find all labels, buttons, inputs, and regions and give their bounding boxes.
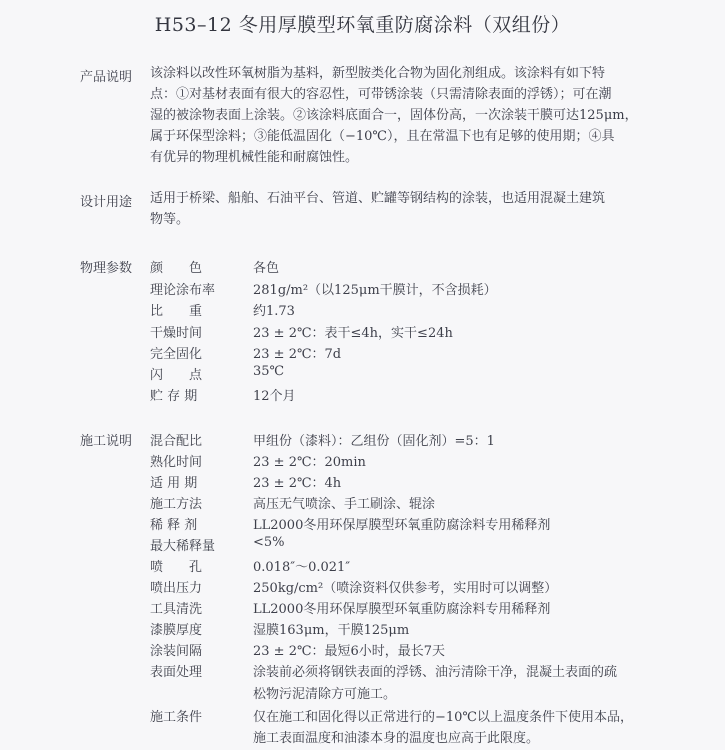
param-key: 最大稀释量	[150, 539, 216, 554]
param-key: 干燥时间	[150, 326, 203, 341]
param-value: 12个月	[253, 389, 296, 404]
document-title: H53–12 冬用厚膜型环氧重防腐涂料（双组份）	[154, 14, 571, 36]
param-value: 23 ± 2℃：4h	[253, 476, 342, 491]
param-value: 高压无气喷涂、手工刷涂、辊涂	[253, 497, 436, 512]
param-value: LL2000冬用环保厚膜型环氧重防腐涂料专用稀释剂	[253, 518, 551, 533]
param-key: 稀 释 剂	[150, 518, 198, 533]
param-value: 281g/m²（以125μm干膜计，不含损耗）	[253, 283, 497, 298]
param-key: 表面处理	[150, 665, 203, 680]
param-value: 23 ± 2℃：最短6小时，最长7天	[253, 644, 446, 659]
param-key: 工具清洗	[150, 602, 203, 617]
param-value: LL2000冬用环保厚膜型环氧重防腐涂料专用稀释剂	[253, 602, 551, 617]
param-value: 23 ± 2℃：7d	[253, 347, 342, 362]
param-value: 250kg/cm²（喷涂资料仅供参考，实用时可以调整）	[253, 581, 558, 596]
param-key: 适 用 期	[150, 476, 198, 491]
section-label-usage: 设计用途	[80, 195, 133, 210]
section-label-product: 产品说明	[80, 70, 133, 85]
paragraph-line: 适用于桥梁、船舶、石油平台、管道、贮罐等钢结构的涂装，也适用混凝土建筑	[150, 191, 606, 206]
param-value-continuation: 松物污泥清除方可施工。	[253, 687, 397, 702]
paragraph-line: 该涂料以改性环氧树脂为基料，新型胺类化合物为固化剂组成。该涂料有如下特	[150, 66, 606, 81]
param-value: 35℃	[253, 364, 285, 379]
param-value: 甲组份（漆料）：乙组份（固化剂）=5：1	[253, 434, 495, 449]
paragraph-line: 湿的被涂物表面上涂装。②该涂料底面合一，固体份高，一次涂装干膜可达125μm，	[150, 108, 638, 123]
param-key: 漆膜厚度	[150, 623, 203, 638]
param-key: 闪 点	[150, 368, 203, 383]
param-key: 涂装间隔	[150, 644, 203, 659]
param-key: 熟化时间	[150, 455, 203, 470]
product-description	[150, 63, 710, 168]
param-value: 湿膜163μm，干膜125μm	[253, 623, 410, 638]
param-key: 比 重	[150, 304, 203, 319]
param-value: 23 ± 2℃：20min	[253, 455, 366, 470]
paragraph-line: 物等。	[150, 212, 190, 227]
param-value-continuation: 施工表面温度和油漆本身的温度也应高于此限度。	[253, 731, 540, 746]
param-value: 各色	[253, 261, 280, 276]
param-value: 约1.73	[253, 304, 295, 319]
paragraph-line: 属于环保型涂料；③能低温固化（−10℃），且在常温下也有足够的使用期；④具	[150, 129, 615, 144]
param-key: 颜 色	[150, 261, 203, 276]
param-key: 理论涂布率	[150, 283, 216, 298]
section-label-construction: 施工说明	[80, 434, 133, 449]
paragraph-line: 点：①对基材表面有很大的容忍性，可带锈涂装（只需清除表面的浮锈）；可在潮	[150, 87, 612, 102]
param-value: 23 ± 2℃：表干≤4h，实干≤24h	[253, 326, 453, 341]
param-value: 0.018″～0.021″	[253, 560, 351, 575]
param-key: 喷 孔	[150, 560, 203, 575]
usage-description	[150, 188, 710, 230]
param-key: 施工方法	[150, 497, 203, 512]
paragraph-line: 有优异的物理机械性能和耐腐蚀性。	[150, 150, 359, 165]
param-key: 喷出压力	[150, 581, 203, 596]
param-value: <5%	[253, 535, 285, 550]
param-value: 仅在施工和固化得以正常进行的−10℃以上温度条件下使用本品，	[253, 710, 633, 725]
param-key: 完全固化	[150, 347, 203, 362]
section-label-physical: 物理参数	[80, 261, 133, 276]
param-key: 混合配比	[150, 434, 203, 449]
param-key: 贮 存 期	[150, 389, 198, 404]
param-value: 涂装前必须将钢铁表面的浮锈、油污清除干净，混凝土表面的疏	[253, 665, 618, 680]
param-key: 施工条件	[150, 710, 203, 725]
